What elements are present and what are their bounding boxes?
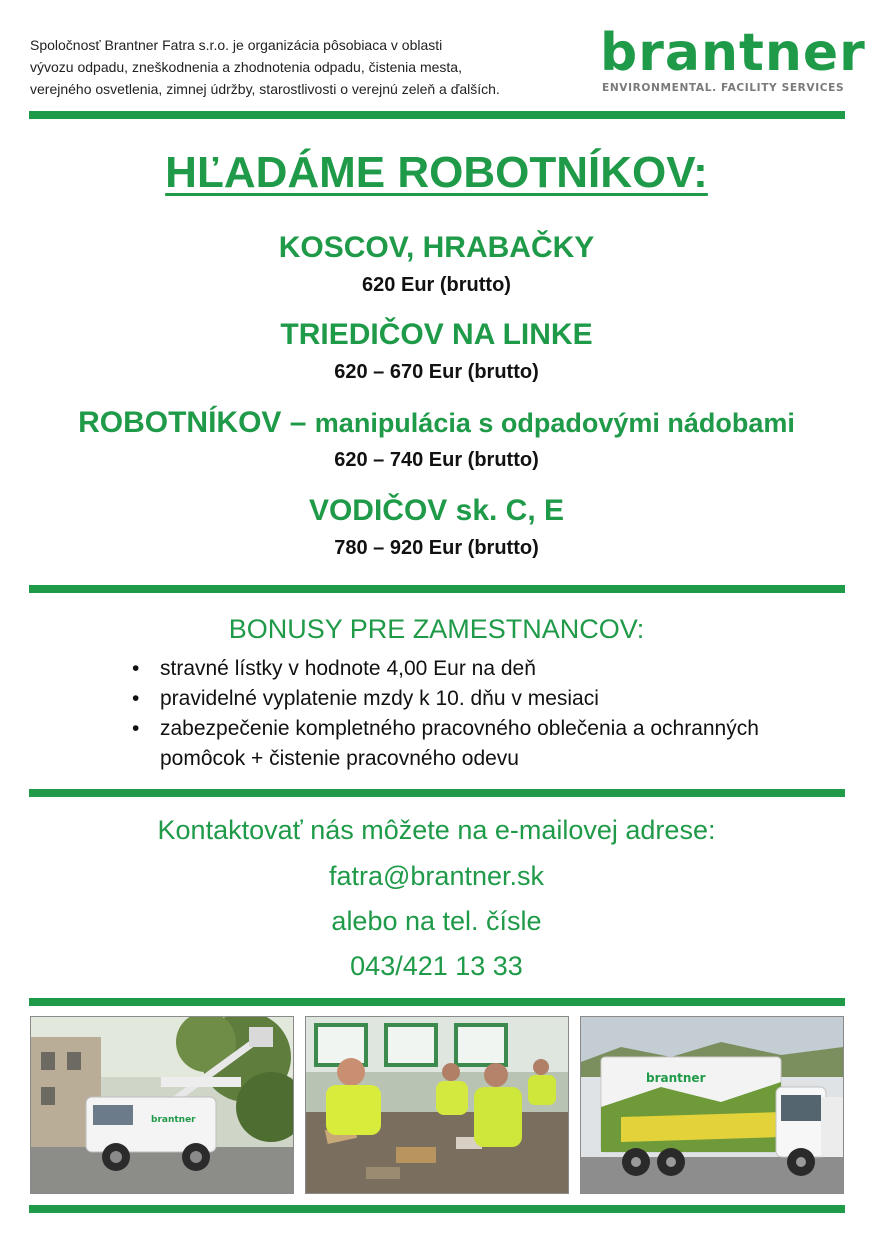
logo-tagline: ENVIRONMENTAL. FACILITY SERVICES — [602, 82, 845, 94]
photo-truck-label: brantner — [151, 1115, 196, 1125]
page-title: HĽADÁME ROBOTNÍKOV: — [165, 148, 708, 197]
bonus-heading: BONUSY PRE ZAMESTNANCOV: — [228, 614, 645, 644]
job-salary: 780 – 920 Eur (brutto) — [334, 537, 539, 559]
photo-garbage-truck — [580, 1016, 844, 1194]
intro-line-1: Spoločnosť Brantner Fatra s.r.o. je organizácia pôsobiaca v oblasti — [30, 37, 443, 53]
job-offer-4 — [0, 493, 873, 561]
job-title: VODIČOV sk. C, E — [308, 494, 565, 527]
divider-contact — [29, 998, 845, 1006]
contact-intro: Kontaktovať nás môžete na e-mailovej adrese: — [157, 815, 716, 845]
job-salary: 620 Eur (brutto) — [362, 274, 511, 296]
job-offer-3 — [0, 405, 873, 473]
company-intro — [30, 34, 590, 100]
photo-platform-truck — [30, 1016, 294, 1194]
divider-bonus — [29, 789, 845, 797]
contact-email[interactable]: fatra@brantner.sk — [328, 861, 544, 891]
job-title: TRIEDIČOV NA LINKE — [280, 318, 593, 351]
job-title: KOSCOV, HRABAČKY — [278, 231, 595, 264]
divider-bottom — [29, 1205, 845, 1213]
divider-top — [29, 111, 845, 119]
job-title-line — [0, 405, 873, 441]
contact-alt: alebo na tel. čísle — [331, 906, 542, 936]
brantner-logo — [600, 23, 866, 100]
job-offer-2 — [0, 317, 873, 385]
contact-phone[interactable]: 043/421 13 33 — [350, 951, 523, 981]
bonus-item: • pravidelné vyplatenie mzdy k 10. dňu v mesiaci — [132, 684, 832, 714]
job-subtitle: manipulácia s odpadovými nádobami — [314, 408, 795, 438]
job-offer-1 — [0, 230, 873, 298]
logo-wordmark: brantner — [600, 23, 866, 83]
job-salary: 620 – 670 Eur (brutto) — [334, 361, 539, 383]
divider-jobs — [29, 585, 845, 593]
photo-truck-label: brantner — [646, 1071, 706, 1085]
bonus-item: • zabezpečenie kompletného pracovného oblečenia a ochranných pomôcok + čistenie pracovného odevu — [132, 714, 832, 774]
intro-line-2: vývozu odpadu, zneškodnenia a zhodnotenia odpadu, čistenia mesta, — [30, 59, 462, 75]
bonus-list — [132, 654, 832, 774]
intro-line-3: verejného osvetlenia, zimnej údržby, starostlivosti o verejnú zeleň a ďalších. — [30, 81, 500, 97]
job-title: ROBOTNÍKOV – — [78, 406, 307, 439]
photo-sorting-line — [305, 1016, 569, 1194]
job-salary: 620 – 740 Eur (brutto) — [334, 449, 539, 471]
bonus-item: • stravné lístky v hodnote 4,00 Eur na deň — [132, 654, 832, 684]
